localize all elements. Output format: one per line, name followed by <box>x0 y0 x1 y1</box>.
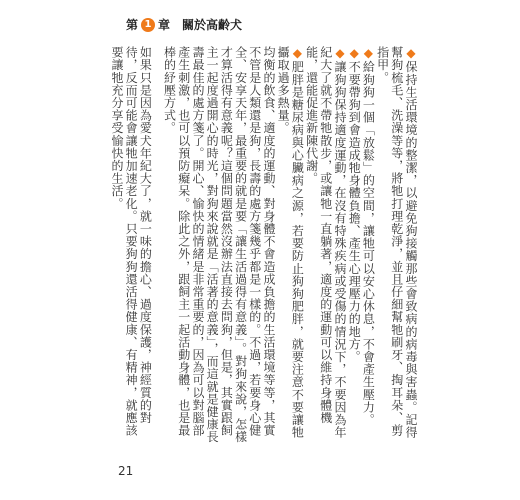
body-paragraph: 均衡的飲食、適度的運動、對身體不會造成負擔的生活環境等等，其實不管是人類還是狗，長壽的處方箋幾乎都是一樣的。不過，若要身心健全、安享天年，最重要的就是要「讓生活過得有意義」。對狗來說，怎樣才算活得有意義呢？這個問題當然沒辦法直接去問狗，但是，其實跟飼主一起度過開心的時光，對狗來說就是「活著的意義」，而這就是健康長壽最佳的處方箋了。開心、愉快的情緒是非常重要的，因為可以對腦部產生刺激，也可以預防癡呆。除此之外，跟飼主一起活動身體，也是最棒的紓壓方式。 <box>162 46 276 444</box>
bullet-diamond-icon: ◆ <box>347 46 362 61</box>
bullet-item <box>375 46 418 446</box>
chapter-header <box>126 16 242 33</box>
chapter-number-badge: 1 <box>141 18 155 32</box>
bullet-item <box>276 46 304 446</box>
bullet-text: 肥胖是糖尿病與心臟病之源，若要防止狗狗肥胖，就要注意不要讓牠攝取過多熱量。 <box>276 46 305 439</box>
body-paragraph: 如果只是因為愛犬年紀大了，就一味的擔心、過度保護，神經質的對待，反而可能會讓牠加速老化。只要狗狗還活得健康、有精神，就應該要讓牠充分享受愉快的生活。 <box>109 46 153 437</box>
chapter-prefix: 第 <box>126 18 139 32</box>
bullet-text: 保持生活環境的整潔，以避免狗接觸那些會致病的病毒與害蟲。記得幫狗梳毛、洗澡等等，將牠打理乾淨，並且仔細幫牠刷牙、掏耳朵、剪指甲。 <box>375 46 418 439</box>
chapter-suffix: 章 <box>158 18 171 32</box>
bullet-text: 不要帶狗到會造成牠身體負擔、產生心理壓力的地方。 <box>347 60 362 364</box>
bullet-diamond-icon: ◆ <box>290 46 305 61</box>
bullet-item <box>361 46 375 446</box>
vertical-body-text <box>109 46 418 446</box>
bullet-diamond-icon: ◆ <box>332 46 347 61</box>
bullet-text: 讓狗狗保持適度運動，在沒有特殊疾病或受傷的情況下，不要因為年紀大了就不帶牠散步，或讓牠一直躺著，適度的運動可以維持身體機能，還能促進新陳代謝。 <box>304 46 347 439</box>
bullet-item <box>304 46 347 446</box>
bullet-text: 給狗狗一個「放鬆」的空間，讓牠可以安心休息，不會產生壓力。 <box>361 60 376 427</box>
bullet-diamond-icon: ◆ <box>361 46 376 61</box>
bullet-diamond-icon: ◆ <box>404 46 418 61</box>
page-number: 21 <box>118 464 134 478</box>
bullet-item <box>347 46 361 446</box>
chapter-title: 關於高齡犬 <box>182 18 243 32</box>
